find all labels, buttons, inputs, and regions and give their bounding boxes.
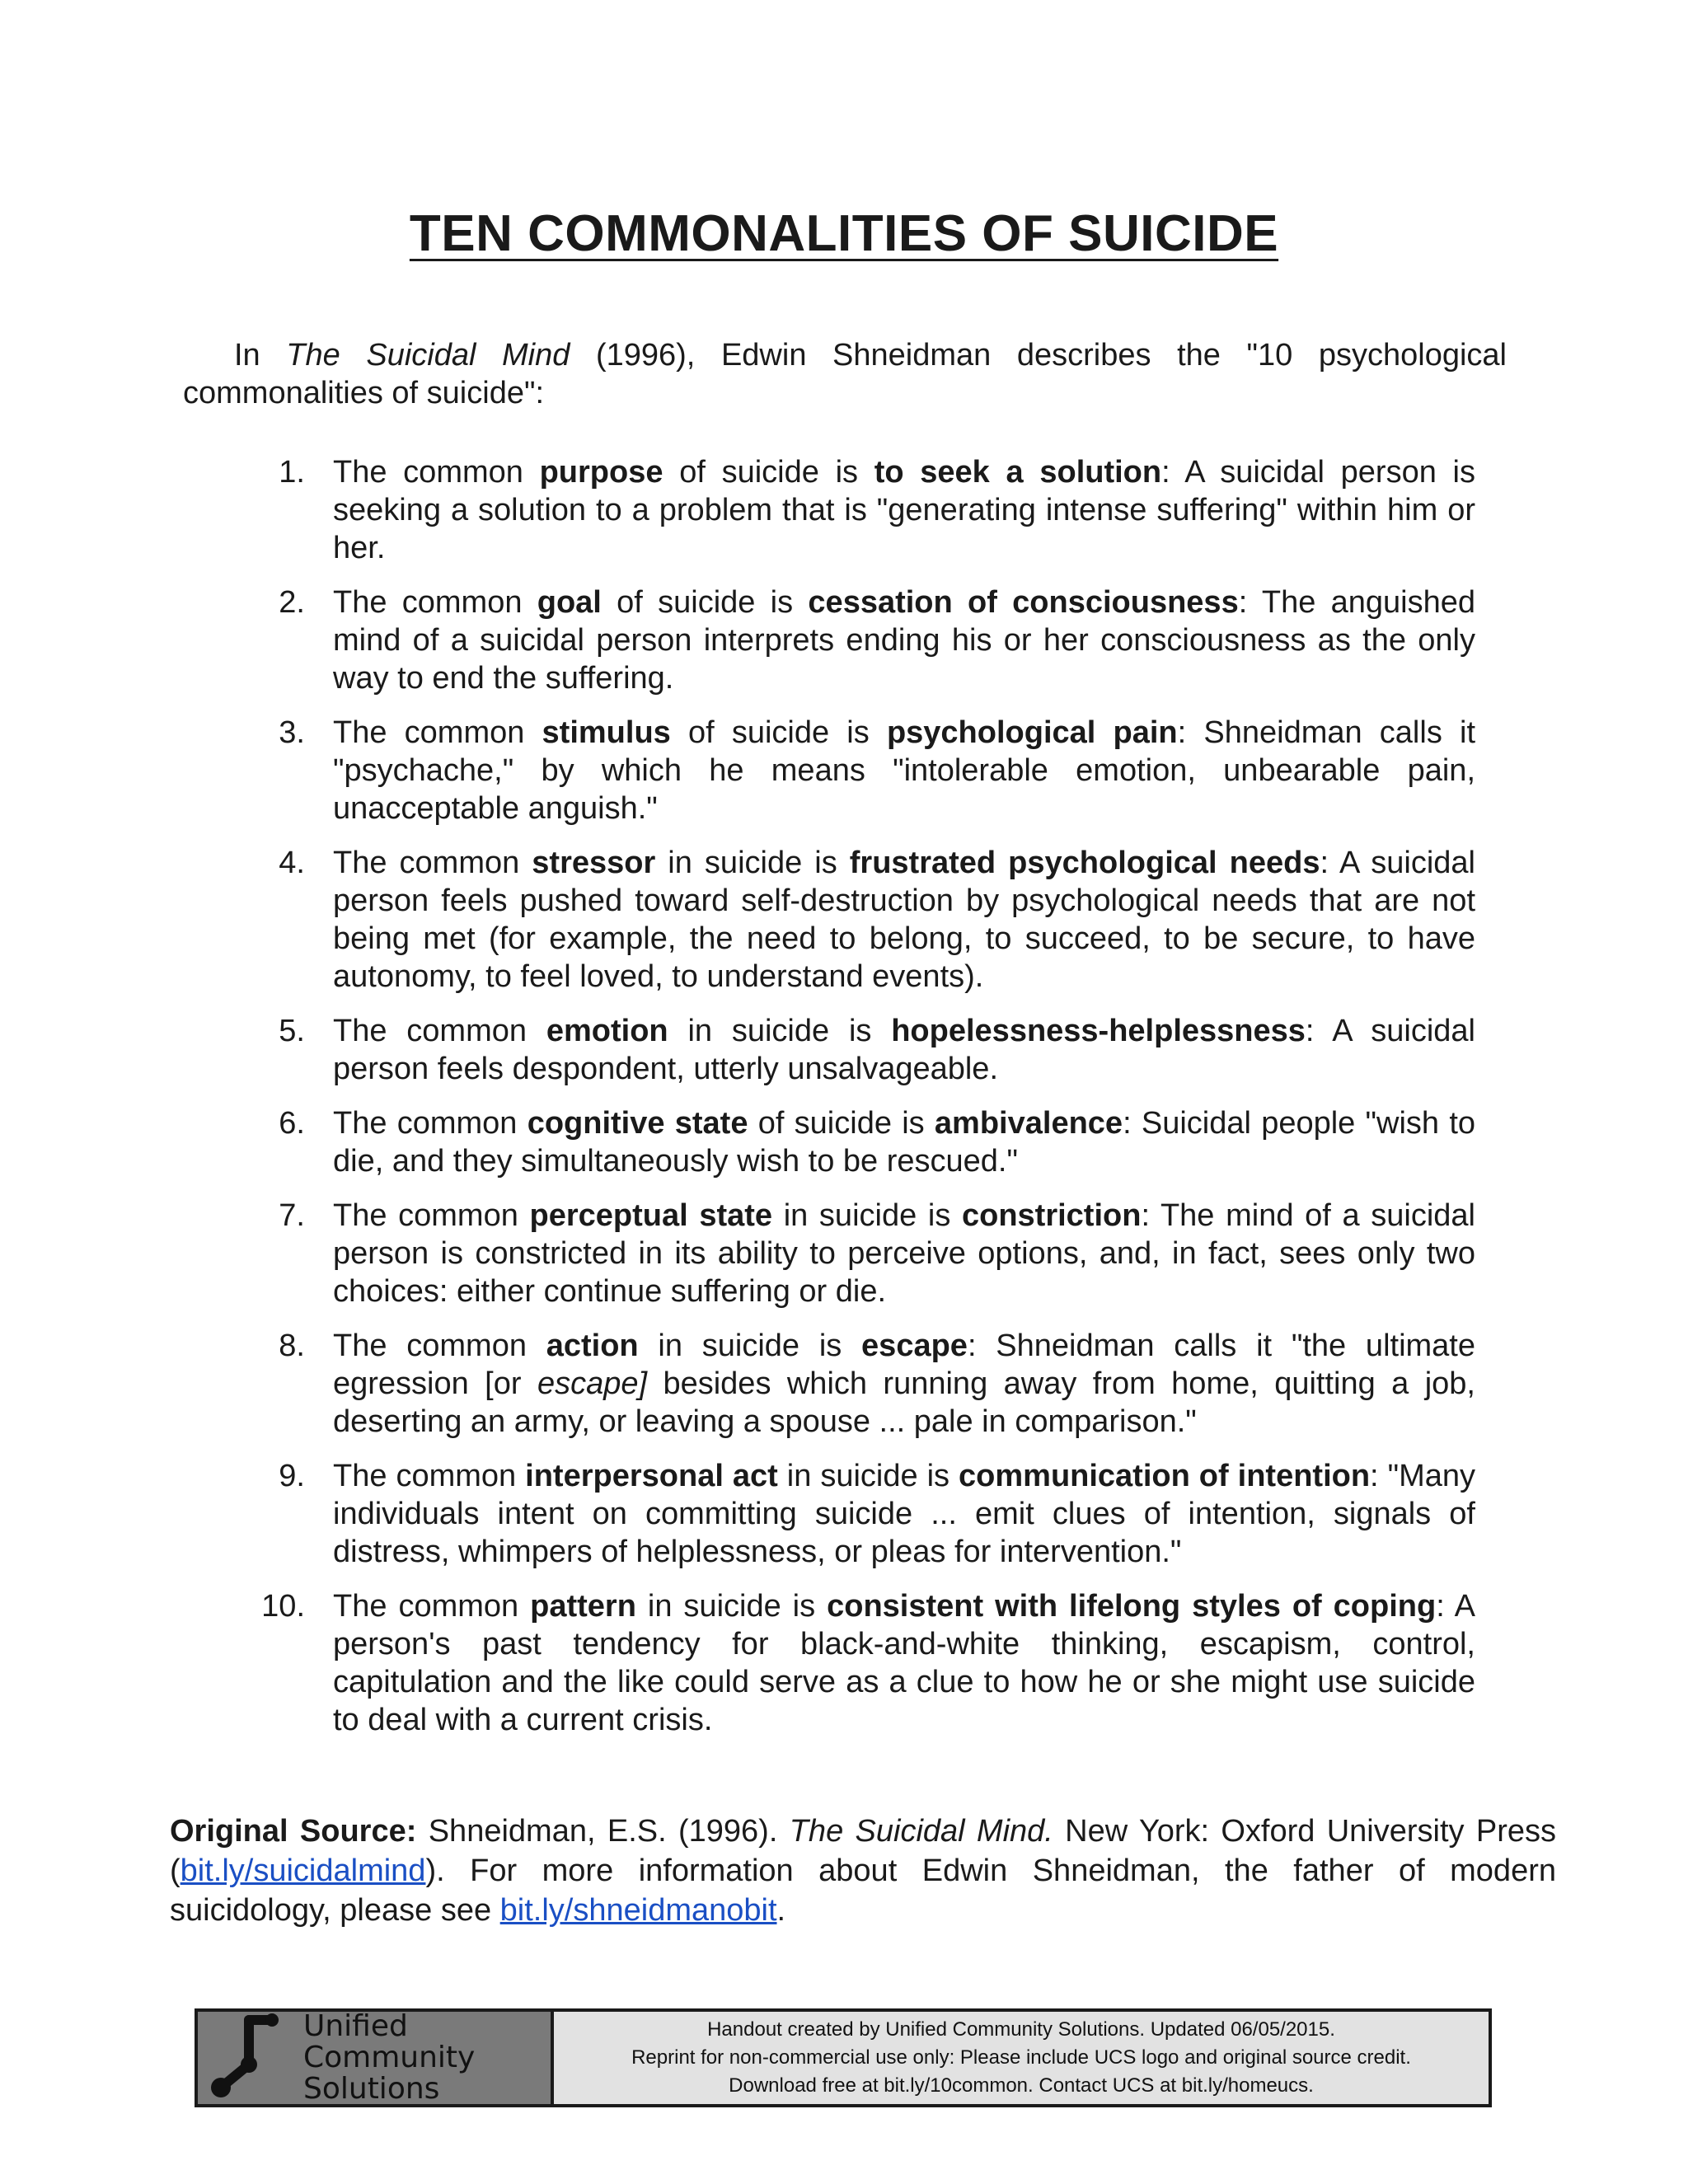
shneidmanobit-link[interactable]: bit.ly/shneidmanobit: [499, 1893, 777, 1928]
item-text: of suicide is: [601, 585, 809, 620]
item-number: 7.: [279, 1198, 305, 1233]
item-text: : A person's past tendency for black-and-white thinking, escapism, control, capitulation and the like could serve as a clue to how he or she might use suicide to deal with a current crisis.: [333, 1589, 1475, 1737]
item-value: frustrated psychological needs: [849, 846, 1320, 880]
source-citation: [170, 1811, 1556, 1930]
source-label: Original Source:: [170, 1814, 417, 1849]
intro-text-after: (1996), Edwin Shneidman describes the "10 psychological commonalities of suicide":: [183, 338, 1507, 410]
item-value: hopelessness-helplessness: [891, 1014, 1306, 1048]
item-text: in suicide is: [635, 1589, 828, 1624]
item-number: 2.: [279, 585, 305, 620]
item-italic: escape]: [537, 1366, 648, 1401]
item-text: The common: [333, 1589, 531, 1624]
item-number: 1.: [279, 455, 305, 490]
item-text: : A suicidal person feels despondent, utterly unsalvageable.: [333, 1014, 1475, 1086]
item-text: The common: [333, 455, 540, 490]
source-text: New York: Oxford University Press (: [170, 1814, 1557, 1888]
item-text: The common: [333, 585, 537, 620]
suicidalmind-link[interactable]: bit.ly/suicidalmind: [180, 1854, 426, 1888]
commonalities-list: [247, 453, 1475, 1755]
item-text: : Shneidman calls it "psychache," by which he means "intolerable emotion, unbearable pain, unacceptable anguish.": [333, 715, 1475, 826]
item-text: : Suicidal people "wish to die, and they simultaneously wish to be rescued.": [333, 1106, 1476, 1179]
item-text: in suicide is: [777, 1459, 959, 1493]
item-value: psychological pain: [886, 715, 1178, 750]
logo-text: [303, 2012, 475, 2104]
item-text: in suicide is: [668, 1014, 892, 1048]
item-number: 8.: [279, 1329, 305, 1363]
item-text: : The anguished mind of a suicidal person interprets ending his or her consciousness as the only way to end the suffering.: [333, 585, 1475, 696]
footer-notice: [554, 2012, 1489, 2104]
item-key: pattern: [530, 1589, 636, 1624]
list-item: [247, 1104, 1475, 1180]
item-key: interpersonal act: [525, 1459, 778, 1493]
list-item: [247, 1457, 1475, 1571]
item-text: The common: [333, 1459, 526, 1493]
item-text: The common: [333, 1329, 546, 1363]
source-text: Shneidman, E.S. (1996).: [416, 1814, 790, 1849]
item-text: The common: [333, 1106, 528, 1141]
ucs-logo-icon: [203, 2012, 295, 2104]
item-number: 5.: [279, 1014, 305, 1048]
source-text: .: [776, 1893, 786, 1928]
list-item: [247, 1197, 1475, 1310]
item-text: : The mind of a suicidal person is constricted in its ability to perceive options, and, in fact, sees only two choices: either continue suffering or die.: [333, 1198, 1475, 1309]
item-key: cognitive state: [527, 1106, 748, 1141]
notice-line: Handout created by Unified Community Solutions. Updated 06/05/2015.: [707, 2018, 1335, 2041]
item-key: stimulus: [542, 715, 671, 750]
list-item: [247, 1327, 1475, 1441]
footer-box: [195, 2008, 1492, 2107]
item-value: consistent with lifelong styles of coping: [827, 1589, 1437, 1624]
item-value: escape: [861, 1329, 968, 1363]
item-value: to seek a solution: [874, 455, 1162, 490]
item-number: 10.: [261, 1589, 305, 1624]
logo-line: Solutions: [303, 2072, 440, 2104]
item-text: : Shneidman calls it "the ultimate egression [or: [333, 1329, 1475, 1401]
item-text: : A suicidal person feels pushed toward self-destruction by psychological needs that are not being met (for example, the need to belong, to succeed, to be secure, to have autonomy, to feel loved, to understand events).: [333, 846, 1475, 994]
list-item: [247, 1012, 1475, 1088]
item-text: : A suicidal person is seeking a solution to a problem that is "generating intense suffering" within him or her.: [333, 455, 1475, 565]
item-number: 6.: [279, 1106, 305, 1141]
item-value: constriction: [961, 1198, 1142, 1233]
list-item: [247, 844, 1475, 996]
list-item: [247, 583, 1475, 697]
item-number: 3.: [279, 715, 305, 750]
item-key: goal: [537, 585, 602, 620]
list-item: [247, 1587, 1475, 1739]
intro-book-title: The Suicidal Mind: [286, 338, 570, 373]
item-text: in suicide is: [655, 846, 850, 880]
item-text: in suicide is: [638, 1329, 862, 1363]
logo-line: Community: [303, 2041, 476, 2074]
item-text: The common: [333, 846, 532, 880]
item-value: ambivalence: [934, 1106, 1123, 1141]
logo-line: Unified: [303, 2012, 408, 2043]
item-text: of suicide is: [663, 455, 874, 490]
list-item: [247, 714, 1475, 827]
item-text: The common: [333, 1198, 530, 1233]
item-key: emotion: [546, 1014, 668, 1048]
notice-line: Download free at bit.ly/10common. Contact UCS at bit.ly/homeucs.: [729, 2074, 1314, 2097]
item-text: The common: [333, 715, 542, 750]
item-text: in suicide is: [772, 1198, 962, 1233]
item-key: perceptual state: [529, 1198, 773, 1233]
list-item: [247, 453, 1475, 567]
item-number: 9.: [279, 1459, 305, 1493]
item-key: stressor: [532, 846, 656, 880]
item-value: cessation of consciousness: [808, 585, 1239, 620]
intro-paragraph: [183, 336, 1507, 412]
item-value: communication of intention: [959, 1459, 1371, 1493]
page-title: TEN COMMONALITIES OF SUICIDE: [409, 205, 1279, 262]
intro-text-before: In: [234, 338, 287, 373]
source-text: ). For more information about Edwin Shneidman, the father of modern suicidology, please see: [170, 1854, 1556, 1928]
item-number: 4.: [279, 846, 305, 880]
item-text: : "Many individuals intent on committing suicide ... emit clues of intention, signals of distress, whimpers of helplessness, or pleas for intervention.": [333, 1459, 1475, 1569]
source-book-title: The Suicidal Mind.: [789, 1814, 1053, 1849]
notice-line: Reprint for non-commercial use only: Please include UCS logo and original source credit.: [631, 2046, 1411, 2069]
item-text: besides which running away from home, quitting a job, deserting an army, or leaving a spouse ... pale in comparison.": [333, 1366, 1475, 1439]
item-text: of suicide is: [670, 715, 887, 750]
item-text: The common: [333, 1014, 546, 1048]
ucs-logo: [198, 2012, 554, 2104]
item-key: action: [546, 1329, 639, 1363]
item-text: of suicide is: [748, 1106, 935, 1141]
item-key: purpose: [539, 455, 663, 490]
